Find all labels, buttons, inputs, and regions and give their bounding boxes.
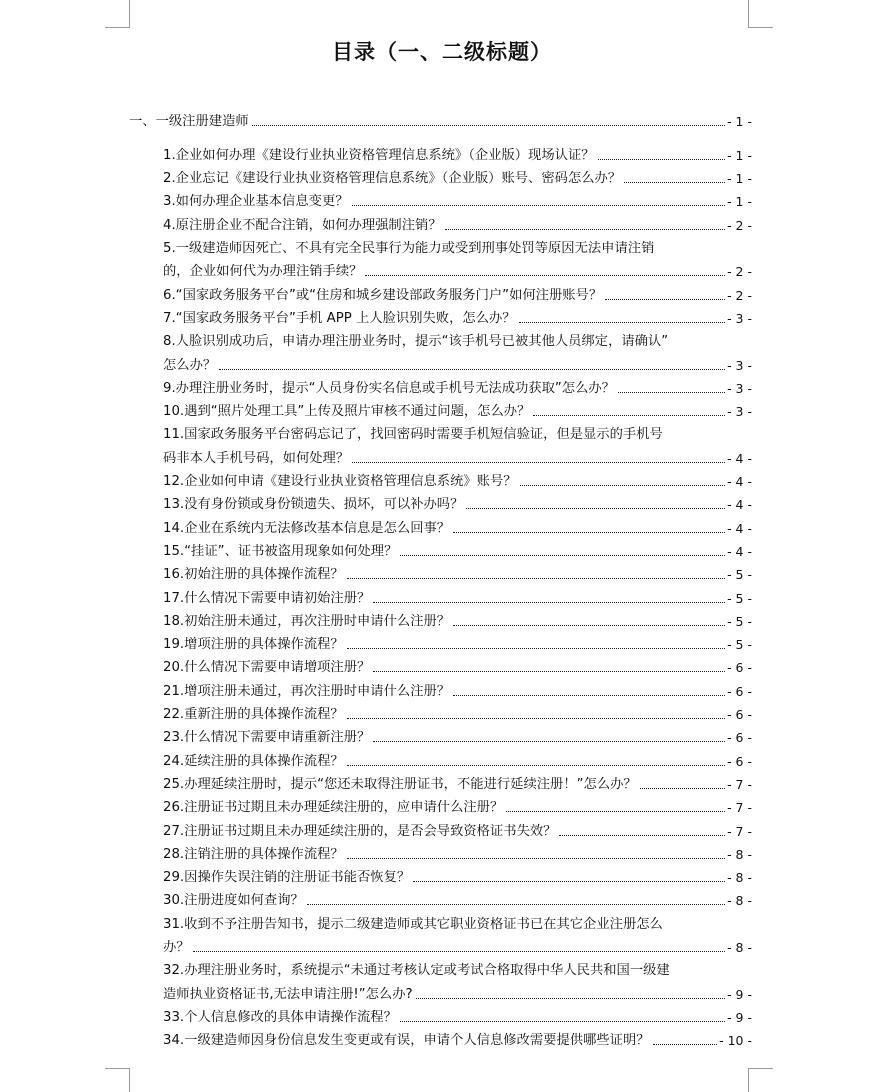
toc-entry[interactable] bbox=[163, 613, 752, 630]
dot-leader bbox=[453, 695, 725, 696]
toc-page-number: - 7 - bbox=[727, 776, 752, 792]
toc-page-number: - 6 - bbox=[727, 683, 752, 699]
dot-leader bbox=[373, 741, 725, 742]
dot-leader bbox=[653, 1044, 718, 1045]
toc-entry-text: 28.注销注册的具体操作流程？ bbox=[163, 846, 344, 862]
toc-page-number: - 6 - bbox=[727, 707, 752, 722]
toc-entry[interactable] bbox=[163, 729, 752, 746]
toc-page-number: - 6 - bbox=[727, 660, 752, 676]
crop-mark-bottom-right-h bbox=[748, 1068, 773, 1069]
dot-leader bbox=[193, 951, 725, 952]
crop-mark-bottom-right-v bbox=[748, 1068, 749, 1092]
toc-page-number: - 6 - bbox=[727, 753, 752, 769]
toc-entry-text: 17.什么情况下需要申请初始注册？ bbox=[163, 590, 371, 606]
toc-page-number: - 2 - bbox=[727, 287, 752, 303]
toc-entry[interactable] bbox=[163, 846, 752, 863]
toc-entry-text: 的，企业如何代为办理注销手续？ bbox=[163, 264, 363, 280]
toc-page-number: - 1 - bbox=[727, 171, 752, 187]
toc-entry[interactable] bbox=[163, 147, 752, 164]
toc-page-number: - 8 - bbox=[727, 893, 752, 909]
dot-leader bbox=[605, 299, 725, 300]
toc-page-number: - 2 - bbox=[727, 264, 752, 280]
dot-leader bbox=[352, 205, 726, 206]
toc-entry[interactable] bbox=[163, 403, 752, 420]
toc-entry[interactable] bbox=[163, 939, 752, 956]
page-title: 目录（一、二级标题） bbox=[332, 39, 552, 64]
toc-entry[interactable] bbox=[163, 357, 752, 374]
toc-entry-text: 27.注册证书过期且未办理延续注册的，是否会导致资格证书失效？ bbox=[163, 823, 557, 839]
toc-entry-text: 码非本人手机号码，如何处理？ bbox=[163, 450, 350, 466]
toc-page-number: - 2 - bbox=[727, 217, 752, 233]
dot-leader bbox=[559, 835, 725, 836]
crop-mark-bottom-left-v bbox=[129, 1068, 130, 1092]
toc-entry-text: 24.延续注册的具体操作流程？ bbox=[163, 753, 344, 769]
toc-entry[interactable] bbox=[163, 473, 752, 490]
toc-entry-text: 10.遇到“照片处理工具”上传及照片审核不通过问题，怎么办？ bbox=[163, 404, 531, 420]
toc-page-number: - 1 - bbox=[727, 114, 752, 129]
dot-leader bbox=[466, 508, 725, 509]
toc-entry-text: 23.什么情况下需要申请重新注册？ bbox=[163, 730, 371, 746]
toc-page-number: - 4 - bbox=[727, 543, 752, 559]
crop-mark-top-right-v bbox=[748, 0, 749, 28]
toc-entry-text: 9.办理注册业务时，提示“人员身份实名信息或手机号无法成功获取”怎么办？ bbox=[163, 380, 615, 396]
toc-entry-text: 16.初始注册的具体操作流程？ bbox=[163, 567, 344, 583]
toc-page-number: - 10 - bbox=[719, 1033, 752, 1049]
dot-leader bbox=[506, 811, 725, 812]
toc-entry-text: 7.“国家政务服务平台”手机 APP 上人脸识别失败，怎么办？ bbox=[163, 310, 516, 326]
toc-page-number: - 1 - bbox=[727, 147, 752, 163]
toc-entry[interactable] bbox=[163, 706, 752, 723]
crop-mark-top-left-h bbox=[105, 27, 130, 28]
toc-entry[interactable] bbox=[163, 566, 752, 583]
toc-entry-text: 3.如何办理企业基本信息变更？ bbox=[163, 194, 349, 210]
toc-entry[interactable] bbox=[163, 1009, 752, 1026]
toc-page-number: - 7 - bbox=[727, 800, 752, 816]
toc-entry[interactable] bbox=[163, 520, 752, 537]
crop-mark-top-right-h bbox=[748, 27, 773, 28]
dot-leader bbox=[373, 602, 725, 603]
toc-entry[interactable] bbox=[163, 590, 752, 607]
crop-mark-bottom-left-h bbox=[105, 1068, 130, 1069]
toc-entry-text: 1.企业如何办理《建设行业执业资格管理信息系统》（企业版）现场认证？ bbox=[163, 147, 595, 163]
toc-entry[interactable] bbox=[163, 1032, 752, 1049]
toc-page-number: - 3 - bbox=[727, 404, 752, 420]
crop-mark-top-left-v bbox=[129, 0, 130, 28]
toc-entry[interactable] bbox=[163, 287, 752, 304]
dot-leader bbox=[400, 555, 725, 556]
toc-entry-text-line: 8.人脸识别成功后，申请办理注册业务时，提示“该手机号已被其他人员绑定，请确认” bbox=[163, 334, 669, 350]
toc-entry-text: 2.企业忘记《建设行业执业资格管理信息系统》（企业版）账号、密码怎么办？ bbox=[163, 171, 622, 187]
toc-entry-text: 12.企业如何申请《建设行业执业资格管理信息系统》账号？ bbox=[163, 474, 517, 489]
dot-leader bbox=[352, 462, 725, 463]
dot-leader bbox=[347, 858, 725, 859]
toc-entry[interactable] bbox=[163, 193, 752, 210]
dot-leader bbox=[307, 904, 725, 905]
toc-section-heading[interactable] bbox=[129, 113, 752, 130]
toc-page-number: - 4 - bbox=[727, 450, 752, 466]
toc-page-number: - 5 - bbox=[727, 613, 752, 629]
toc-entry-text-line: 31.收到不予注册告知书，提示二级建造师或其它职业资格证书已在其它企业注册怎么 bbox=[163, 916, 663, 932]
toc-entry[interactable] bbox=[163, 450, 752, 467]
toc-page-number: - 5 - bbox=[727, 590, 752, 606]
toc-page-number: - 5 - bbox=[727, 637, 752, 653]
toc-entry[interactable] bbox=[163, 543, 752, 560]
toc-entry-text: 34.一级建造师因身份信息发生变更或有误，申请个人信息修改需要提供哪些证明？ bbox=[163, 1033, 650, 1049]
toc-page-number: - 4 - bbox=[727, 497, 752, 513]
toc-page-number: - 3 - bbox=[727, 310, 752, 326]
toc-entry-text: 33.个人信息修改的具体申请操作流程？ bbox=[163, 1009, 397, 1025]
toc-entry-text: 22.重新注册的具体操作流程？ bbox=[163, 707, 344, 722]
toc-entry-text: 一、一级注册建造师 bbox=[129, 114, 249, 129]
toc-entry[interactable] bbox=[163, 823, 752, 840]
toc-entry[interactable] bbox=[163, 799, 752, 816]
dot-leader bbox=[453, 625, 725, 626]
toc-page-number: - 7 - bbox=[727, 823, 752, 839]
toc-entry-text: 30.注册进度如何查询？ bbox=[163, 893, 304, 909]
dot-leader bbox=[413, 881, 725, 882]
toc-entry[interactable] bbox=[163, 496, 752, 513]
toc-entry[interactable] bbox=[163, 636, 752, 653]
toc-entry[interactable] bbox=[163, 892, 752, 909]
toc-page-number: - 3 - bbox=[727, 357, 752, 373]
toc-entry-text: 15.“挂证”、证书被盗用现象如何处理？ bbox=[163, 543, 398, 559]
dot-leader bbox=[618, 392, 725, 393]
dot-leader bbox=[533, 415, 725, 416]
toc-entry[interactable] bbox=[163, 170, 752, 187]
toc-entry-text: 怎么办？ bbox=[163, 357, 217, 373]
toc-entry-text: 13.没有身份锁或身份锁遗失、损坏，可以补办吗？ bbox=[163, 497, 464, 513]
toc-entry-text: 21.增项注册未通过，再次注册时申请什么注册？ bbox=[163, 683, 451, 699]
dot-leader bbox=[598, 159, 726, 160]
toc-entry-text: 19.增项注册的具体操作流程？ bbox=[163, 637, 344, 653]
dot-leader bbox=[347, 578, 725, 579]
dot-leader bbox=[347, 648, 725, 649]
dot-leader bbox=[624, 182, 725, 183]
toc-page-number: - 9 - bbox=[727, 986, 752, 1002]
toc-entry-text: 6.“国家政务服务平台”或“住房和城乡建设部政务服务门户”如何注册账号？ bbox=[163, 287, 603, 303]
toc-entry-text: 26.注册证书过期且未办理延续注册的，应申请什么注册？ bbox=[163, 800, 504, 816]
toc-entry[interactable] bbox=[163, 310, 752, 327]
toc-entry[interactable] bbox=[163, 776, 752, 793]
toc-page-number: - 4 - bbox=[727, 520, 752, 536]
toc-entry-text: 25.办理延续注册时，提示“您还未取得注册证书，不能进行延续注册！”怎么办？ bbox=[163, 776, 637, 792]
toc-page-number: - 3 - bbox=[727, 380, 752, 396]
dot-leader bbox=[219, 369, 725, 370]
toc-page-number: - 8 - bbox=[727, 940, 752, 955]
dot-leader bbox=[519, 322, 725, 323]
toc-page-number: - 8 - bbox=[727, 870, 752, 886]
toc-entry-text: 18.初始注册未通过，再次注册时申请什么注册？ bbox=[163, 613, 451, 629]
toc-page-number: - 6 - bbox=[727, 730, 752, 746]
toc-entry[interactable] bbox=[163, 986, 752, 1003]
toc-page-number: - 4 - bbox=[727, 474, 752, 489]
toc-page-number: - 5 - bbox=[727, 567, 752, 583]
toc-entry-text: 20.什么情况下需要申请增项注册？ bbox=[163, 660, 371, 676]
dot-leader bbox=[347, 718, 725, 719]
toc-entry-text: 29.因操作失误注销的注册证书能否恢复？ bbox=[163, 870, 411, 886]
toc-entry[interactable] bbox=[163, 753, 752, 770]
toc-entry-text-line: 32.办理注册业务时，系统提示“未通过考核认定或考试合格取得中华人民共和国一级建 bbox=[163, 963, 670, 979]
toc-page-number: - 1 - bbox=[727, 194, 752, 210]
toc-entry-text: 14.企业在系统内无法修改基本信息是怎么回事？ bbox=[163, 520, 451, 536]
toc-entry[interactable] bbox=[163, 380, 752, 397]
dot-leader bbox=[365, 275, 725, 276]
toc-entry-text: 办？ bbox=[163, 940, 190, 955]
toc-page-number: - 9 - bbox=[727, 1009, 752, 1025]
dot-leader bbox=[520, 485, 726, 486]
toc-entry-text-line: 5.一级建造师因死亡、不具有完全民事行为能力或受到刑事处罚等原因无法申请注销 bbox=[163, 241, 655, 256]
toc-entry[interactable] bbox=[163, 683, 752, 700]
dot-leader bbox=[373, 671, 725, 672]
toc-entry-text-line: 11.国家政务服务平台密码忘记了，找回密码时需要手机短信验证，但是显示的手机号 bbox=[163, 427, 663, 443]
dot-leader bbox=[453, 532, 725, 533]
dot-leader bbox=[640, 788, 725, 789]
dot-leader bbox=[347, 765, 725, 766]
toc-entry-text: 造师执业资格证书,无法申请注册!”怎么办? bbox=[163, 986, 413, 1002]
dot-leader bbox=[416, 998, 726, 999]
dot-leader bbox=[445, 229, 725, 230]
toc-entry[interactable] bbox=[163, 659, 752, 676]
toc-entry[interactable] bbox=[163, 869, 752, 886]
dot-leader bbox=[252, 125, 725, 126]
toc-entry[interactable] bbox=[163, 263, 752, 280]
toc-entry-text: 4.原注册企业不配合注销，如何办理强制注销？ bbox=[163, 217, 442, 233]
dot-leader bbox=[400, 1021, 725, 1022]
toc-entry[interactable] bbox=[163, 217, 752, 234]
toc-page-number: - 8 - bbox=[727, 846, 752, 862]
